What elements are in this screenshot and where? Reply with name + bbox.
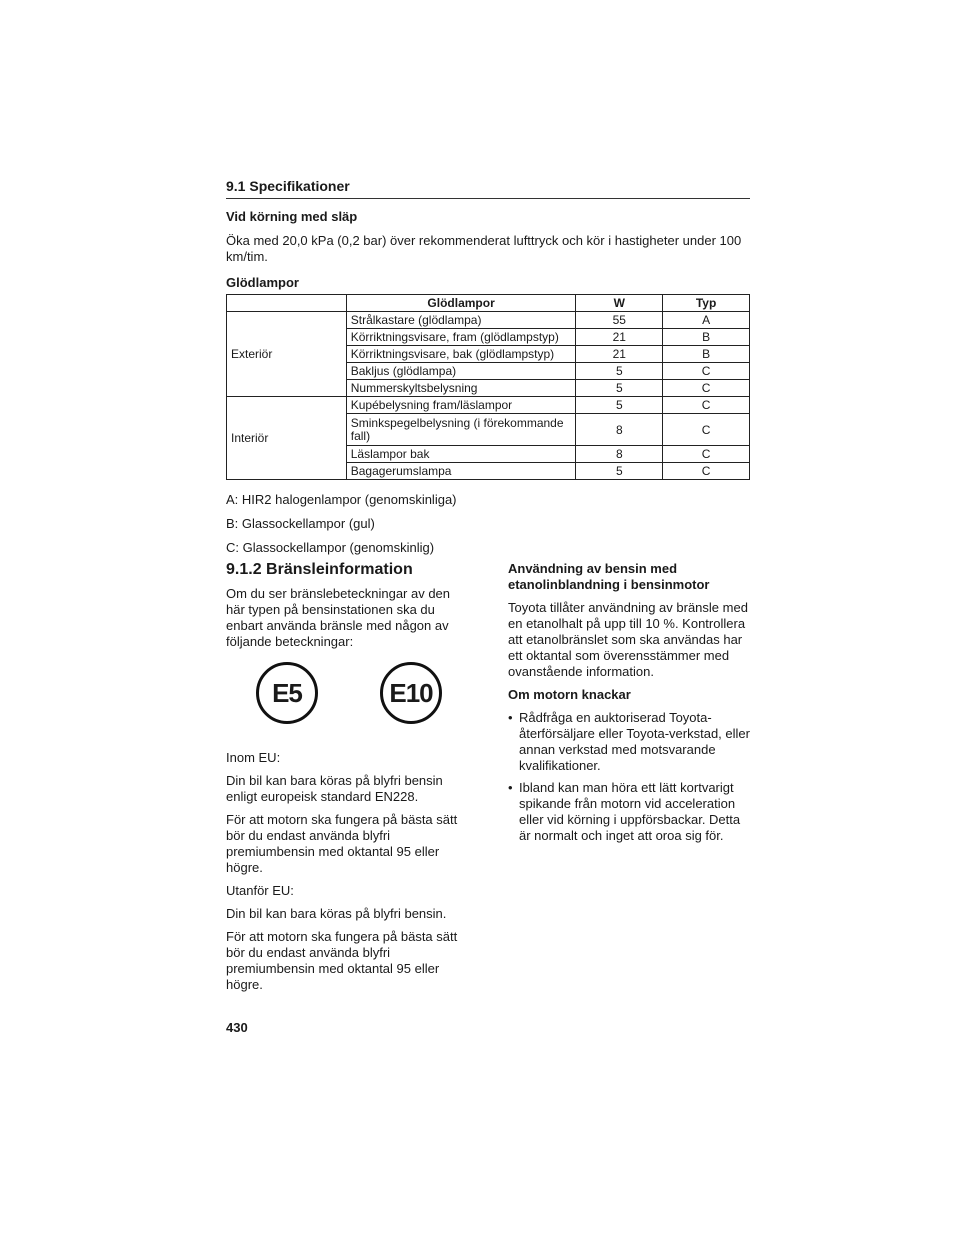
table-header: Glödlampor	[346, 295, 576, 312]
group-label-interior: Interiör	[227, 397, 347, 480]
bulb-name: Nummerskyltsbelysning	[346, 380, 576, 397]
bulb-name: Körriktningsvisare, fram (glödlampstyp)	[346, 329, 576, 346]
bulb-type: B	[663, 329, 750, 346]
bulb-table	[226, 294, 750, 480]
bulb-note-c: C: Glassockellampor (genomskinlig)	[226, 540, 435, 555]
bulb-type: B	[663, 346, 750, 363]
fuel-badges	[256, 662, 446, 724]
list-item: • Rådfråga en auktoriserad Toyota-återförsäljare eller Toyota-verkstad, eller annan verkstad med motsvarande kvalifikationer.	[508, 710, 752, 774]
bulb-name: Bagagerumslampa	[346, 463, 576, 480]
bulb-name: Strålkastare (glödlampa)	[346, 312, 576, 329]
bulb-watt: 55	[576, 312, 663, 329]
section-header: 9.1 Specifikationer	[226, 178, 750, 199]
bulb-type: C	[663, 446, 750, 463]
bulb-watt: 5	[576, 463, 663, 480]
bulb-watt: 5	[576, 397, 663, 414]
bulb-watt: 21	[576, 329, 663, 346]
ethanol-text: Toyota tillåter användning av bränsle med en etanolhalt på upp till 10 %. Kontrollera att etanolbränslet som ska användas har ett oktantal som överensstämmer med ovanstående information.	[508, 600, 748, 679]
bulb-watt: 5	[576, 380, 663, 397]
fuel-left-column	[226, 586, 466, 657]
eu-text: Din bil kan bara köras på blyfri bensin enligt europeisk standard EN228.	[226, 773, 443, 804]
bulb-watt: 8	[576, 446, 663, 463]
bulb-name: Sminkspegelbelysning (i förekommande fall)	[346, 414, 576, 446]
table-header-row	[227, 295, 750, 312]
non-eu-text: Din bil kan bara köras på blyfri bensin.	[226, 906, 447, 921]
table-row	[227, 397, 750, 414]
bulb-type: A	[663, 312, 750, 329]
eu-label: Inom EU:	[226, 750, 281, 765]
fuel-intro: Om du ser bränslebeteckningar av den här typen på bensinstationen ska du enbart använda bränsle med någon av följande beteckningar:	[226, 586, 451, 649]
bulb-note-a: A: HIR2 halogenlampor (genomskinliga)	[226, 492, 457, 507]
bulb-type: C	[663, 414, 750, 446]
fuel-section-title: 9.1.2 Bränsleinformation	[226, 561, 413, 578]
e5-badge: E5	[256, 662, 318, 724]
bulb-watt: 5	[576, 363, 663, 380]
bulb-name: Läslampor bak	[346, 446, 576, 463]
bulb-name: Bakljus (glödlampa)	[346, 363, 576, 380]
table-header	[227, 295, 347, 312]
bulb-name: Körriktningsvisare, bak (glödlampstyp)	[346, 346, 576, 363]
bulb-watt: 8	[576, 414, 663, 446]
towing-text: Öka med 20,0 kPa (0,2 bar) över rekommenderat lufttryck och kör i hastigheter under 100 km/tim.	[226, 233, 742, 264]
bulb-watt: 21	[576, 346, 663, 363]
list-item: • Ibland kan man höra ett lätt kortvarigt spikande från motorn vid acceleration eller vid körning i uppförsbackar. Detta är normalt och inget att oroa sig för.	[508, 780, 752, 844]
towing-heading: Vid körning med släp	[226, 209, 358, 224]
bulb-type: C	[663, 397, 750, 414]
knock-heading: Om motorn knackar	[508, 687, 631, 702]
bulb-note-b: B: Glassockellampor (gul)	[226, 516, 375, 531]
e10-badge: E10	[380, 662, 442, 724]
eu-text-2: För att motorn ska fungera på bästa sätt bör du endast använda blyfri premiumbensin med oktantal 95 eller högre.	[226, 812, 458, 875]
ethanol-heading: Användning av bensin med etanolinblandning i bensinmotor	[508, 561, 710, 592]
table-header: W	[576, 295, 663, 312]
bulbs-heading: Glödlampor	[226, 275, 299, 290]
knock-list	[508, 710, 752, 844]
group-label-exterior: Exteriör	[227, 312, 347, 397]
non-eu-label: Utanför EU:	[226, 883, 294, 898]
bulb-name: Kupébelysning fram/läslampor	[346, 397, 576, 414]
bulb-type: C	[663, 463, 750, 480]
page-number: 430	[226, 1020, 248, 1035]
bulb-type: C	[663, 380, 750, 397]
non-eu-text-2: För att motorn ska fungera på bästa sätt bör du endast använda blyfri premiumbensin med oktantal 95 eller högre.	[226, 929, 458, 992]
table-row	[227, 312, 750, 329]
fuel-right-column	[508, 561, 752, 850]
table-header: Typ	[663, 295, 750, 312]
fuel-eu-column	[226, 750, 466, 1000]
bulb-type: C	[663, 363, 750, 380]
